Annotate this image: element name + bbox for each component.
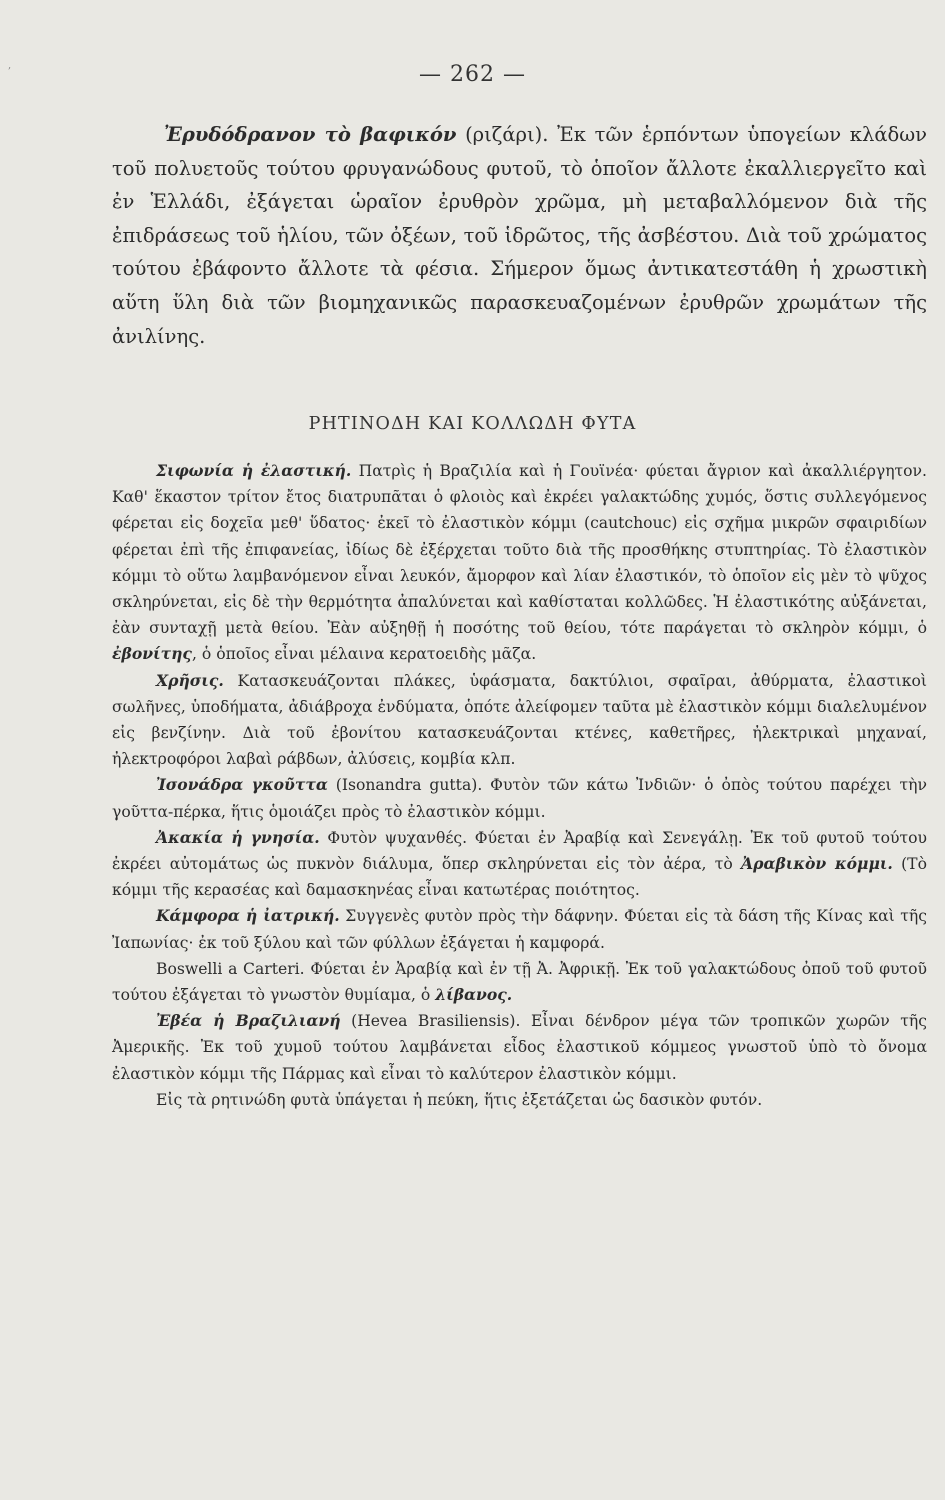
section-heading: ΡΗΤΙΝΟΔΗ ΚΑΙ ΚΟΛΛΩΔΗ ΦΥΤΑ xyxy=(308,414,637,434)
intro-paragraph xyxy=(112,118,927,353)
entry-text: Κατασκευάζονται πλάκες, ὑφάσματα, δακτύλιοι, σφαῖραι, ἀθύρματα, ἐλαστικοὶ σωλῆνες, ὑποδήματα, ἀδιάβροχα ἐνδύματα, ὁπότε ἀλείφομεν ταῦτα μὲ ἐλαστικὸν κόμμι διαλελυμένον εἰς βενζίνην. Διὰ τοῦ ἐβονίτου κατασκευάζονται κτένες, καθετῆρες, ἠλεκτρικαὶ μηχαναί, ἠλεκτροφόροι λαβαὶ ράβδων, ἀλύσεις, κομβία κλπ. xyxy=(112,671,927,769)
entry-text: Πατρὶς ἡ Βραζιλία καὶ ἡ Γουϊνέα· φύεται ἄγριον καὶ ἀκαλλιέργητον. Καθ' ἕκαστον τρίτον ἔτος διατρυπᾶται ὁ φλοιὸς καὶ ἐκρέει γαλακτώδης χυμός, ὅστις συλλεγόμενος φέρεται εἰς δοχεῖα μεθ' ὕδατος· ἐκεῖ τὸ ἐλαστικὸν κόμμι (cautchouc) εἰς σχῆμα μικρῶν σφαιριδίων φέρεται ἐπὶ τῆς ἐπιφανείας, ἰδίως δὲ ἐξέρχεται τοῦτο διὰ τῆς προσθήκης στυπτηρίας. Τὸ ἐλαστικὸν κόμμι τὸ οὕτω λαμβανόμενον εἶναι λευκόν, ἄμορφον καὶ λίαν ἐλαστικόν, τὸ ὁποῖον εἰς μὲν τὸ ψῦχος σκληρύνεται, εἰς δὲ τὴν θερμότητα ἀπαλύνεται καὶ καθίσταται κολλῶδες. Ἡ ἐλαστικότης αὐξάνεται, ἐὰν συνταχῇ μετὰ θείου. Ἐὰν αὐξηθῇ ἡ ποσότης τοῦ θείου, τότε παράγεται τὸ σκληρὸν κόμμι, ὁ xyxy=(112,462,927,638)
page-number: — 262 — xyxy=(419,62,526,87)
entry-term: Ἐρυδόδρανον τὸ βαφικόν xyxy=(164,123,457,146)
entry-text: (Hevea Brasiliensis). Εἶναι δένδρον μέγα τῶν τροπικῶν χωρῶν τῆς Ἀμερικῆς. Ἐκ τοῦ χυμοῦ τούτου λαμβάνεται εἶδος ἐλαστικοῦ κόμμεος γνωστοῦ ὑπὸ τὸ ὄνομα ἐλαστικὸν κόμμι τῆς Πάρμας καὶ εἶναι τὸ καλύτερον ἐλαστικὸν κόμμι. xyxy=(112,1012,927,1083)
entry-term: Χρῆσις. xyxy=(156,670,224,690)
siphonia-entry xyxy=(112,458,927,668)
emphasis-term: λίβανος. xyxy=(435,985,513,1005)
boswelli-entry xyxy=(112,956,927,1008)
akakia-entry xyxy=(112,825,927,904)
emphasis-term: ἐβονίτης xyxy=(112,644,192,664)
camphora-entry xyxy=(112,903,927,955)
entry-term: Κάμφορα ἡ ἰατρική. xyxy=(156,906,340,926)
entry-text: (Τὸ κόμμι τῆς κερασέας καὶ δαμασκηνέας εἶναι κατωτέρας ποιότητος. xyxy=(112,855,927,900)
edge-mark: , xyxy=(8,60,12,71)
entry-term: Ἰσονάδρα γκοῦττα xyxy=(156,775,328,795)
closing-paragraph xyxy=(112,1087,927,1113)
entry-text: , ὁ ὁποῖος εἶναι μέλαινα κερατοειδὴς μᾶζα. xyxy=(191,645,537,664)
isonandra-entry xyxy=(112,772,927,824)
entry-text: (ριζάρι). Ἐκ τῶν ἑρπόντων ὑπογείων κλάδων τοῦ πολυετοῦς τούτου φρυγανώδους φυτοῦ, τὸ ὁποῖον ἄλλοτε ἐκαλλιεργεῖτο καὶ ἐν Ἑλλάδι, ἐξάγεται ὡραῖον ἐρυθρὸν χρῶμα, μὴ μεταβαλλόμενον διὰ τῆς ἐπιδράσεως τοῦ ἡλίου, τῶν ὀξέων, τοῦ ἱδρῶτος, τῆς ἀσβέστου. Διὰ τοῦ χρώματος τούτου ἐβάφοντο ἄλλοτε τὰ φέσια. Σήμερον ὅμως ἀντικατεστάθη ἡ χρωστικὴ αὕτη ὕλη διὰ τῶν βιομηχανικῶς παρασκευαζομένων ἐρυθρῶν χρωμάτων τῆς ἀνιλίνης. xyxy=(112,123,927,348)
entry-term: Boswelli a Carteri. xyxy=(156,959,305,978)
entry-text: Φυτὸν ψυχανθές. Φύεται ἐν Ἀραβίᾳ καὶ Σενεγάλῃ. Ἐκ τοῦ φυτοῦ τούτου ἐκρέει αὐτομάτως ὡς πυκνὸν διάλυμα, ὅπερ σκληρύνεται εἰς τὸν ἀέρα, τὸ xyxy=(112,828,927,874)
entry-text: (Isonandra gutta). Φυτὸν τῶν κάτω Ἰνδιῶν· ὁ ὀπὸς τούτου παρέχει τὴν γοῦττα-πέρκα, ἥτις ὁμοιάζει πρὸς τὸ ἐλαστικὸν κόμμι. xyxy=(112,776,927,821)
chresis-entry xyxy=(112,668,927,773)
entry-text: Συγγενὲς φυτὸν πρὸς τὴν δάφνην. Φύεται εἰς τὰ δάση τῆς Κίνας καὶ τῆς Ἰαπωνίας· ἐκ τοῦ ξύλου καὶ τῶν φύλλων ἐξάγεται ἡ καμφορά. xyxy=(112,907,928,952)
entry-term: Σιφωνία ἡ ἐλαστική. xyxy=(156,461,352,480)
hevea-entry xyxy=(112,1008,927,1087)
entry-text: Φύεται ἐν Ἀραβίᾳ καὶ ἐν τῇ Ἀ. Ἀφρικῇ. Ἐκ τοῦ γαλακτώδους ὀποῦ τοῦ φυτοῦ τούτου ἐξάγεται τὸ γνωστὸν θυμίαμα, ὁ xyxy=(112,959,927,1005)
entries-body xyxy=(112,458,927,1113)
erythrodanon-entry xyxy=(112,118,927,353)
entry-term: Ἀκακία ἡ γνησία. xyxy=(156,827,320,847)
emphasis-term: Ἀραβικὸν κόμμι. xyxy=(740,854,893,874)
entry-term: Ἐβέα ἡ Βραζιλιανή xyxy=(156,1011,341,1031)
entry-text: Εἰς τὰ ρητινώδη φυτὰ ὑπάγεται ἡ πεύκη, ἥτις ἐξετάζεται ὡς δασικὸν φυτόν. xyxy=(156,1090,763,1109)
